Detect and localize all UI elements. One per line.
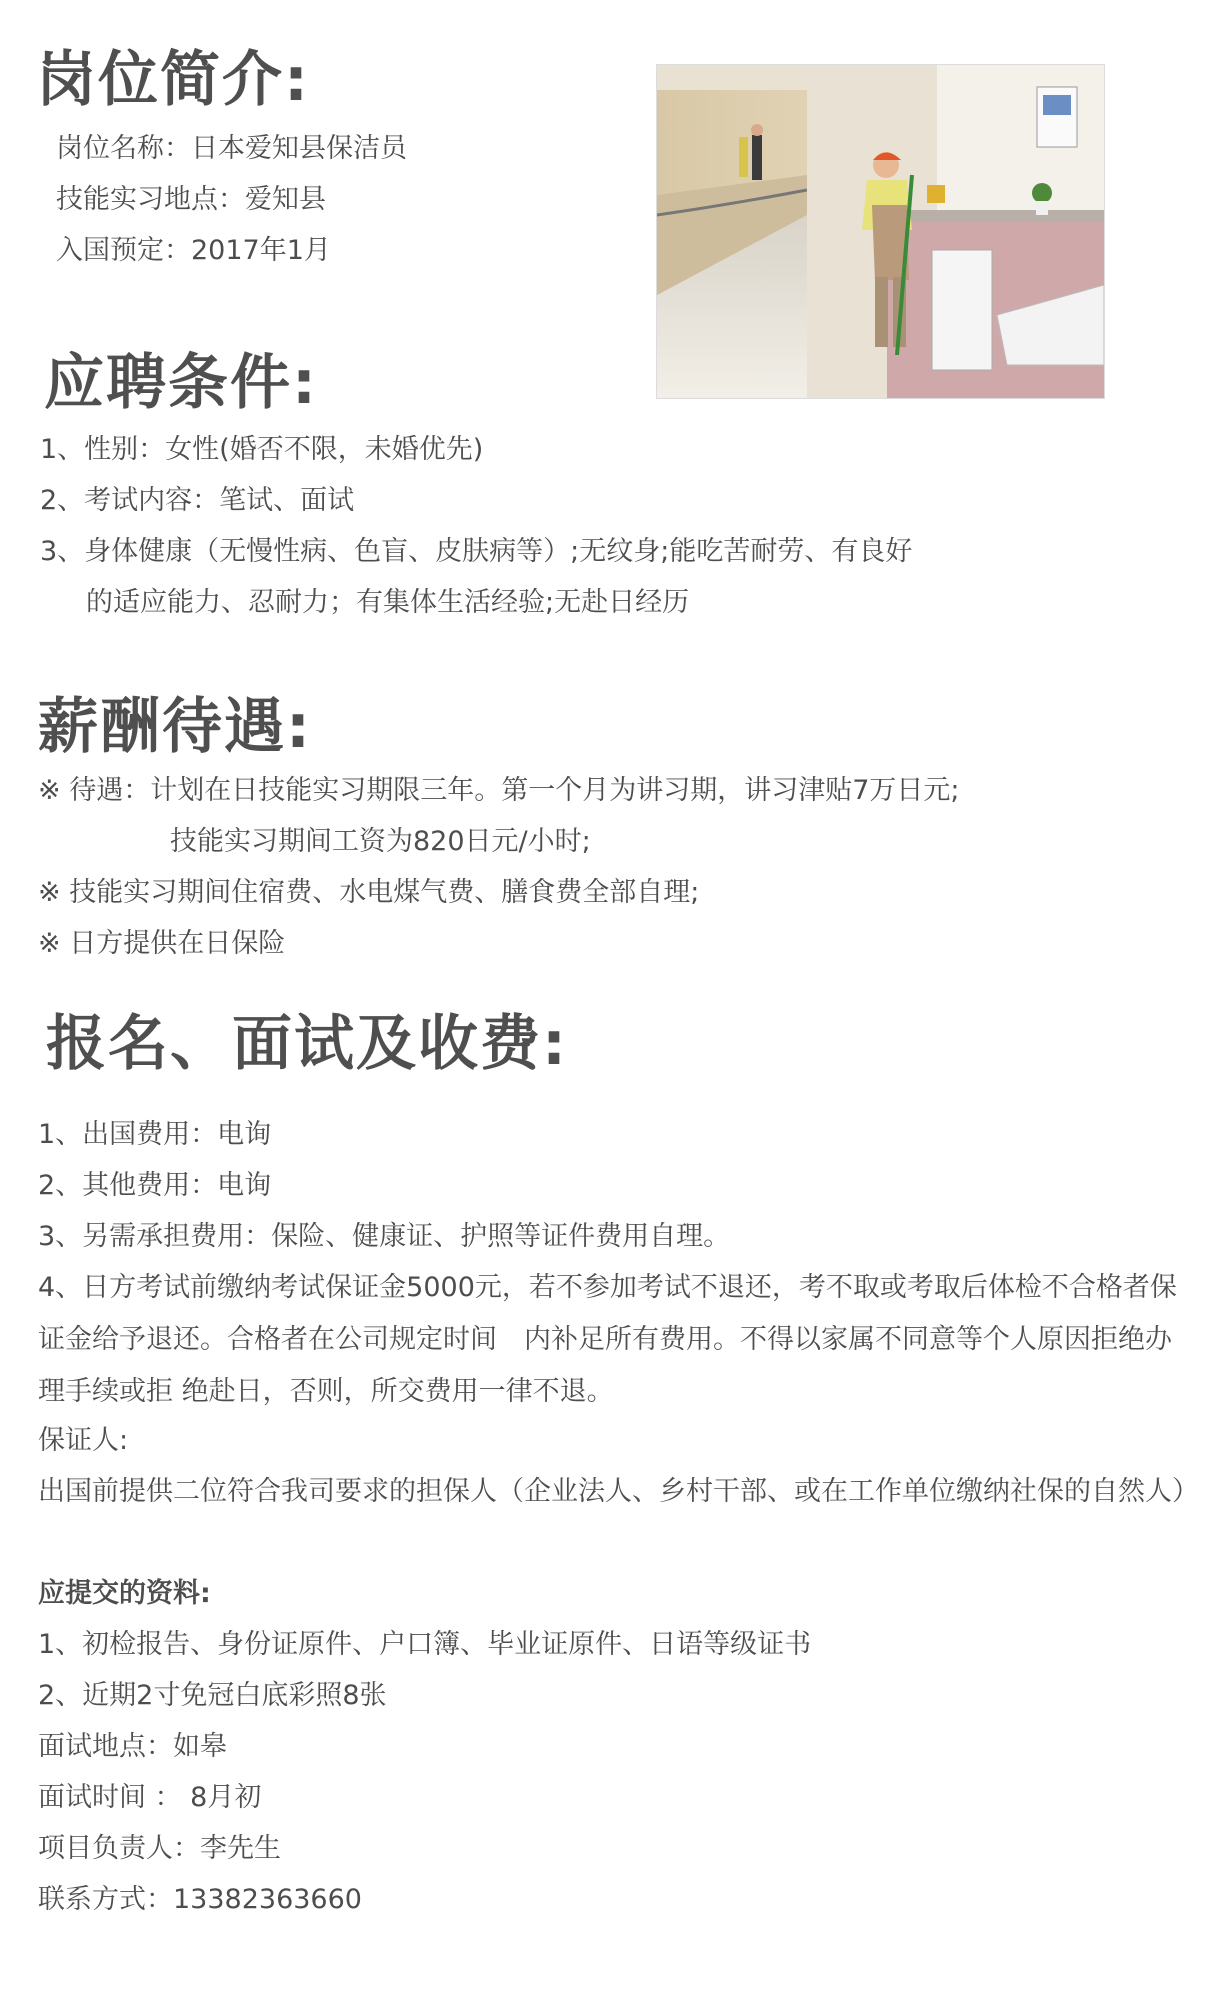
req-health-cont: 的适应能力、忍耐力；有集体生活经验;无赴日经历: [86, 587, 690, 618]
materials-label: 应提交的资料:: [38, 1578, 211, 1609]
salary-wage: 技能实习期间工资为820日元/小时;: [170, 826, 591, 857]
guarantor-text: 出国前提供二位符合我司要求的担保人（企业法人、乡村干部、或在工作单位缴纳社保的自然人）: [38, 1476, 1199, 1507]
contact-phone: 联系方式：13382363660: [38, 1884, 362, 1915]
material-item-2: 2、近期2寸免冠白底彩照8张: [38, 1680, 387, 1711]
interview-time: 面试时间 ： 8月初: [38, 1782, 262, 1813]
job-name: 岗位名称：日本爱知县保洁员: [56, 133, 407, 164]
training-location: 技能实习地点：爱知县: [56, 184, 326, 215]
fee-departure: 1、出国费用：电询: [38, 1119, 272, 1150]
req-exam: 2、考试内容：笔试、面试: [40, 485, 355, 516]
project-manager: 项目负责人：李先生: [38, 1833, 281, 1864]
salary-expenses: ※ 技能实习期间住宿费、水电煤气费、膳食费全部自理;: [38, 877, 700, 908]
fee-other: 2、其他费用：电询: [38, 1170, 272, 1201]
salary-treatment: ※ 待遇：计划在日技能实习期限三年。第一个月为讲习期，讲习津贴7万日元;: [38, 775, 960, 806]
section-title-intro: 岗位简介:: [36, 45, 310, 115]
section-title-requirements: 应聘条件:: [44, 348, 318, 418]
cleaner-photo: [656, 64, 1105, 399]
section-title-salary: 薪酬待遇:: [38, 692, 312, 762]
fee-extra: 3、另需承担费用：保险、健康证、护照等证件费用自理。: [38, 1221, 731, 1252]
deposit-text: 4、日方考试前缴纳考试保证金5000元，若不参加考试不退还，考不取或考取后体检不合格者保证金给予退还。合格者在公司规定时间 内补足所有费用。不得以家属不同意等个人原因拒绝办理手续或拒 绝赴日，否则，所交费用一律不退。: [38, 1272, 1177, 1407]
section-title-signup: 报名、面试及收费:: [46, 1009, 568, 1079]
material-item-1: 1、初检报告、身份证原件、户口簿、毕业证原件、日语等级证书: [38, 1629, 812, 1660]
guarantor-label: 保证人:: [38, 1425, 129, 1456]
entry-date: 入国预定：2017年1月: [56, 235, 331, 266]
req-health: 3、身体健康（无慢性病、色盲、皮肤病等）;无纹身;能吃苦耐劳、有良好: [40, 536, 913, 567]
req-gender: 1、性别：女性(婚否不限，未婚优先): [40, 434, 484, 465]
salary-insurance: ※ 日方提供在日保险: [38, 928, 286, 959]
interview-location: 面试地点：如皋: [38, 1731, 227, 1762]
